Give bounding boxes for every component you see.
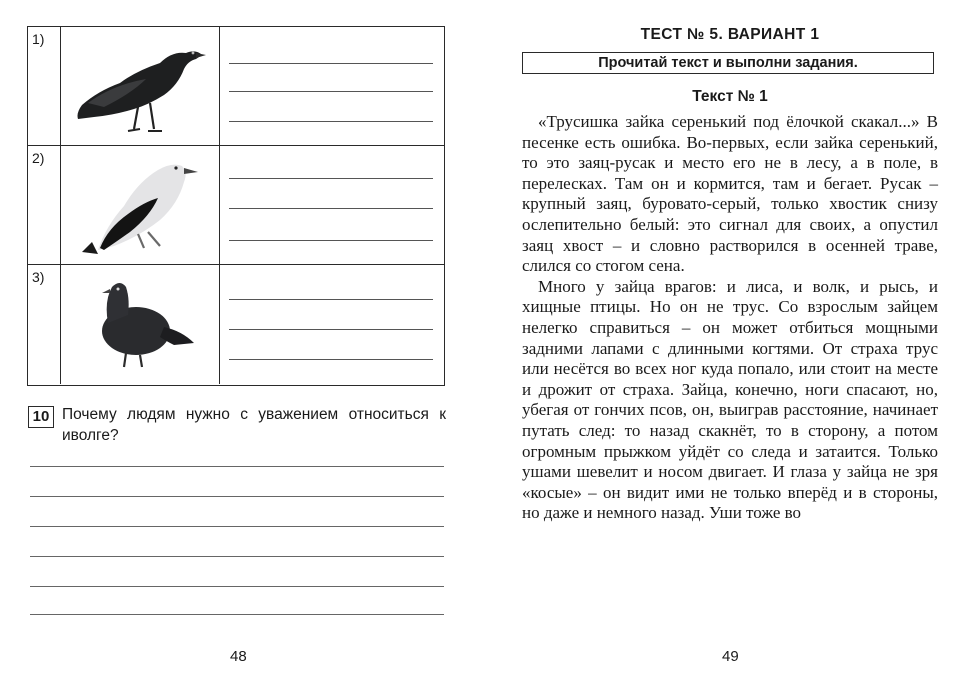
answer-line[interactable]: [229, 63, 433, 64]
table-row: [28, 265, 444, 384]
table-row: [28, 27, 444, 146]
paragraph: «Трусишка зайка серенький под ёлочкой скакал...» В песенке есть ошибка. Во-первых, если зайка серенький, то это заяц-русак и место его не в лесу, а в поле, в перелесках. Там он и кормится, там и бегает. Русак – крупный заяц, буровато-серый, только хвостик снизу ослепительно белый: это сигнал для своих, а опустил заяц хвост – и словно растворился в осенней траве, слился со стогом сена.: [522, 112, 938, 276]
question-number: 10: [28, 406, 54, 428]
table-row: [28, 146, 444, 265]
answer-line[interactable]: [229, 121, 433, 122]
test-title: ТЕСТ № 5. ВАРИАНТ 1: [640, 26, 820, 43]
grey-bird-illustration: [68, 152, 208, 258]
answer-line[interactable]: [229, 329, 433, 330]
page-number-left: 48: [230, 648, 247, 665]
answer-line[interactable]: [229, 240, 433, 241]
writing-line[interactable]: [30, 526, 444, 527]
writing-line[interactable]: [30, 614, 444, 615]
crow-illustration: [68, 33, 208, 139]
answer-line[interactable]: [229, 299, 433, 300]
writing-line[interactable]: [30, 466, 444, 467]
row-number: 3): [32, 269, 45, 285]
page-number-right: 49: [722, 648, 739, 665]
task-instruction: Прочитай текст и выполни задания.: [522, 52, 934, 74]
bird-table: [27, 26, 445, 386]
paragraph: Много у зайца врагов: и лиса, и волк, и рысь, и хищные птицы. Но он не трус. Со взрослым зайцем нелегко справиться – он может отбиться мощными задними лапами с длинными когтями. От страха трус или несётся во всех ног куда попало, или стоит на месте и дрожит от страха. Зайца, конечно, ноги спасают, но, убегая от гончих псов, он, выиграв расстояние, начинает путать след: то назад скакнёт, то в сторону, а потом огромным прыжком уйдёт со следа и затаится. Только ушами шевелит и носом двигает. И глаза у зайца не зря «косые» – он видит ими не только вперёд и в стороны, но даже и немного назад. Уши тоже во: [522, 276, 938, 523]
row-number: 1): [32, 31, 45, 47]
writing-line[interactable]: [30, 496, 444, 497]
row-number: 2): [32, 150, 45, 166]
answer-line[interactable]: [229, 91, 433, 92]
question-text: Почему людям нужно с уважением относиться к иволге?: [62, 406, 446, 444]
answer-line[interactable]: [229, 359, 433, 360]
answer-line[interactable]: [229, 208, 433, 209]
answer-line[interactable]: [229, 178, 433, 179]
writing-line[interactable]: [30, 556, 444, 557]
reading-text: [522, 112, 938, 524]
writing-line[interactable]: [30, 586, 444, 587]
pigeon-illustration: [68, 271, 208, 377]
text-heading: Текст № 1: [692, 88, 768, 105]
